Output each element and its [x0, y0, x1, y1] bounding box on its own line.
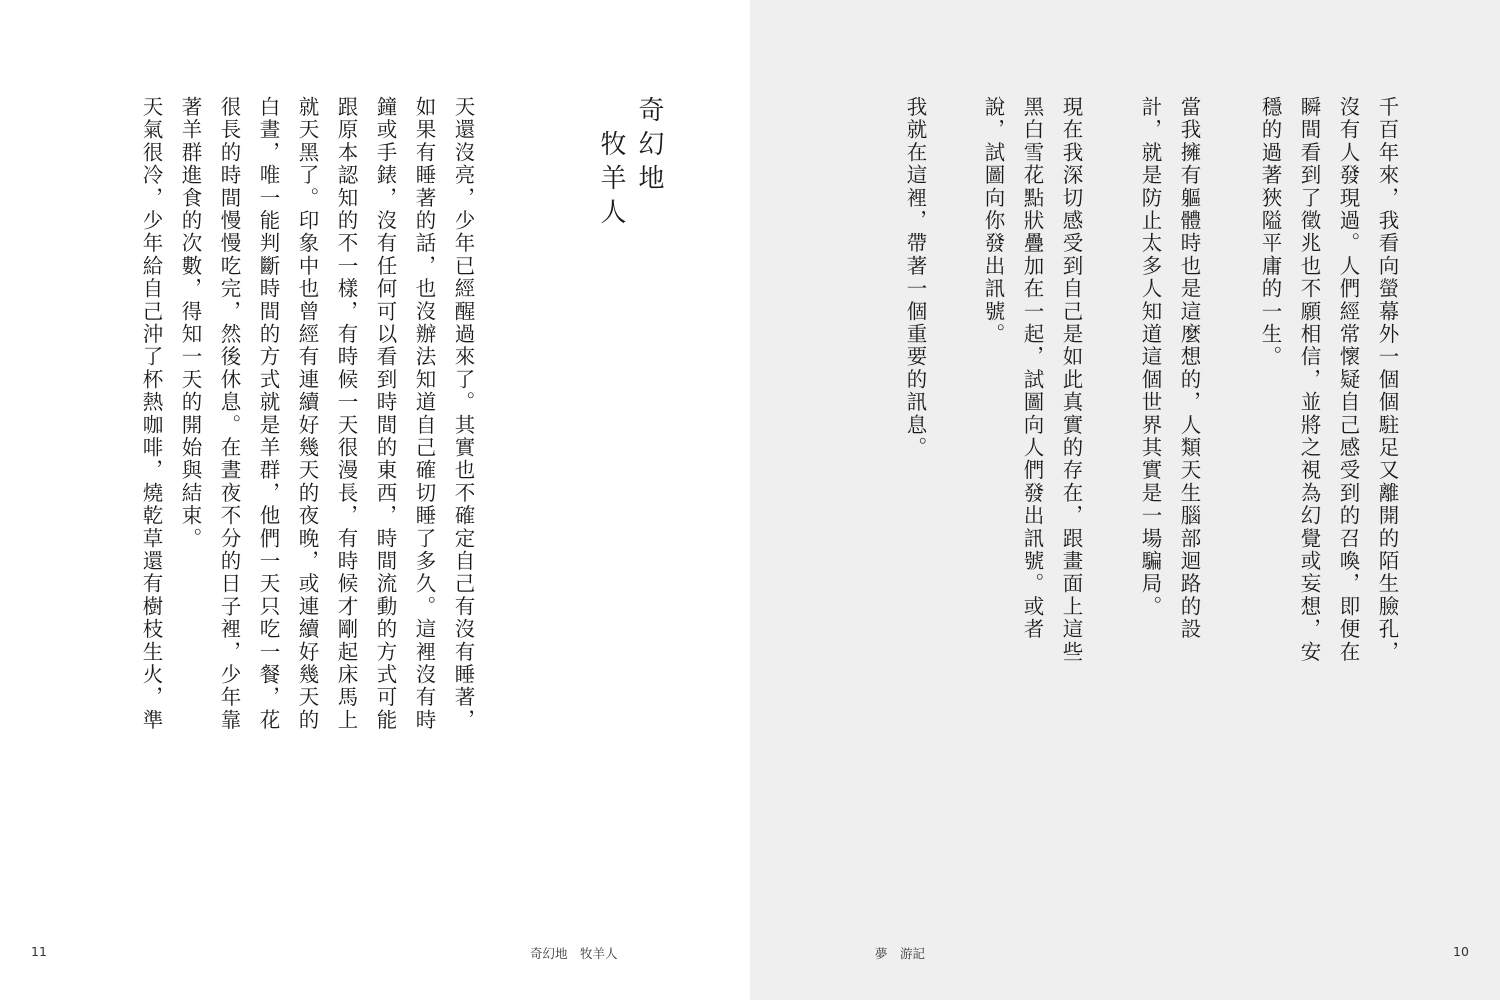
running-title: 夢 游記 — [875, 946, 926, 961]
right-page — [750, 0, 1500, 1000]
text-line: 天還沒亮，少年已經醒過來了。其實也不確定自己有沒有睡著， — [451, 96, 475, 732]
text-line: 如果有睡著的話，也沒辦法知道自己確切睡了多久。這裡沒有時 — [412, 96, 436, 732]
page-number: 11 — [31, 944, 47, 959]
text-line: 穩的過著狹隘平庸的一生。 — [1258, 96, 1282, 369]
paragraph — [1130, 96, 1208, 641]
text-line: 很長的時間慢慢吃完，然後休息。在晝夜不分的日子裡，少年靠 — [217, 96, 241, 732]
paragraph — [131, 96, 482, 732]
text-line: 白晝，唯一能判斷時間的方式就是羊群，他們一天只吃一餐，花 — [256, 96, 280, 732]
page-number: 10 — [1453, 944, 1469, 959]
text-line: 沒有人發現過。人們經常懷疑自己感受到的召喚，即便在 — [1336, 96, 1360, 664]
text-line: 黑白雪花點狀疊加在一起，試圖向人們發出訊號。或者 — [1020, 96, 1044, 641]
paragraph — [973, 96, 1090, 664]
running-title: 奇幻地 牧羊人 — [530, 946, 618, 961]
text-line: 著羊群進食的次數，得知一天的開始與結束。 — [178, 96, 202, 550]
text-line: 就天黑了。印象中也曾經有連續好幾天的夜晚，或連續好幾天的 — [295, 96, 319, 732]
paragraph — [895, 96, 934, 459]
text-line: 當我擁有軀體時也是這麼想的，人類天生腦部迴路的設 — [1177, 96, 1201, 641]
text-line: 天氣很冷，少年給自己沖了杯熱咖啡，燒乾草還有樹枝生火，準 — [139, 96, 163, 732]
text-line: 計，就是防止太多人知道這個世界其實是一場騙局。 — [1138, 96, 1162, 619]
chapter-title-line: 奇幻地 — [634, 96, 664, 198]
paragraph — [1250, 96, 1406, 664]
chapter-title-line: 牧羊人 — [596, 130, 626, 232]
text-line: 瞬間看到了徵兆也不願相信，並將之視為幻覺或妄想，安 — [1297, 96, 1321, 664]
text-line: 鐘或手錶，沒有任何可以看到時間的東西，時間流動的方式可能 — [373, 96, 397, 732]
text-line: 我就在這裡，帶著一個重要的訊息。 — [903, 96, 927, 460]
text-line: 說，試圖向你發出訊號。 — [981, 96, 1005, 346]
text-line: 跟原本認知的不一樣，有時候一天很漫長，有時候才剛起床馬上 — [334, 96, 358, 732]
text-line: 現在我深切感受到自己是如此真實的存在，跟畫面上這些 — [1059, 96, 1083, 664]
chapter-title — [592, 96, 668, 232]
text-line: 千百年來，我看向螢幕外一個個駐足又離開的陌生臉孔， — [1375, 96, 1399, 664]
